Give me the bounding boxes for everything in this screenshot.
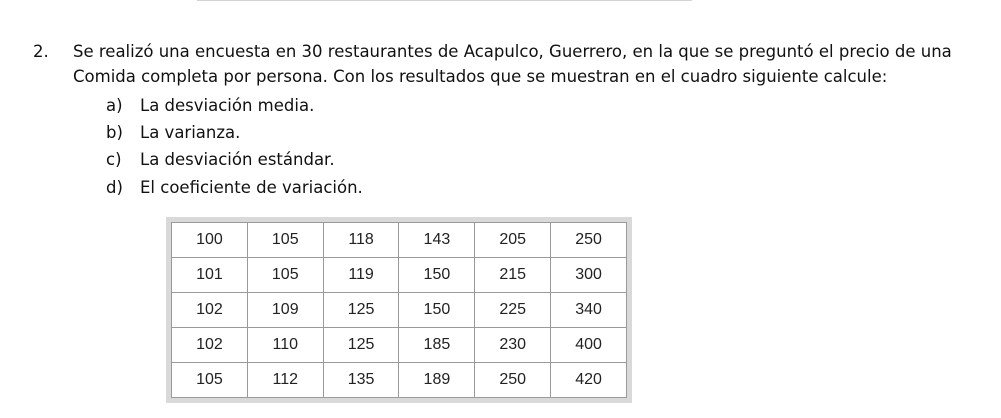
- table-cell: 105: [247, 223, 323, 258]
- table-cell: 101: [172, 258, 248, 293]
- subquestion-text: La desviación media.: [140, 96, 315, 115]
- problem-text-line-2: Comida completa por persona. Con los resultados que se muestran en el cuadro siguiente calcule:: [73, 67, 888, 86]
- table-cell: 125: [323, 328, 399, 363]
- table-cell: 420: [551, 363, 627, 398]
- table-cell: 230: [475, 328, 551, 363]
- table-cell: 100: [172, 223, 248, 258]
- table-cell: 118: [323, 223, 399, 258]
- table-cell: 250: [475, 363, 551, 398]
- table-cell: 125: [323, 293, 399, 328]
- table-cell: 215: [475, 258, 551, 293]
- subquestion-text: El coeficiente de variación.: [140, 177, 363, 197]
- table-cell: 340: [551, 293, 627, 328]
- subquestion-text: La desviación estándar.: [140, 150, 335, 170]
- table-cell: 135: [323, 363, 399, 398]
- table-cell: 300: [551, 258, 627, 293]
- table-cell: 189: [399, 363, 475, 398]
- table-cell: 102: [172, 293, 248, 328]
- problem-line-2: [33, 64, 993, 89]
- subquestion-letter: b): [106, 123, 123, 143]
- table-cell: 105: [247, 258, 323, 293]
- price-table: [171, 222, 627, 398]
- problem-statement: [33, 39, 993, 89]
- table-cell: 205: [475, 223, 551, 258]
- subquestion-letter: a): [106, 96, 123, 115]
- subquestion-letter: c): [106, 150, 122, 170]
- table-cell: 150: [399, 258, 475, 293]
- table-cell: 225: [475, 293, 551, 328]
- problem-text-line-1: Se realizó una encuesta en 30 restaurantes de Acapulco, Guerrero, en la que se preguntó el precio de una: [73, 42, 952, 61]
- table-cell: 110: [247, 328, 323, 363]
- table-cell: 185: [399, 328, 475, 363]
- table-cell: 109: [247, 293, 323, 328]
- table-cell: 105: [172, 363, 248, 398]
- table-row: [172, 223, 627, 258]
- table-cell: 250: [551, 223, 627, 258]
- subquestion-text: La varianza.: [140, 123, 241, 143]
- table-cell: 112: [247, 363, 323, 398]
- price-table-frame: [166, 217, 632, 403]
- top-divider: [197, 0, 692, 1]
- table-cell: 400: [551, 328, 627, 363]
- subquestion-letter: d): [106, 177, 123, 197]
- problem-number: 2.: [33, 42, 49, 61]
- table-row: [172, 258, 627, 293]
- table-row: [172, 363, 627, 398]
- table-row: [172, 293, 627, 328]
- table-cell: 150: [399, 293, 475, 328]
- table-row: [172, 328, 627, 363]
- table-cell: 102: [172, 328, 248, 363]
- table-cell: 143: [399, 223, 475, 258]
- table-cell: 119: [323, 258, 399, 293]
- problem-line-1: [33, 39, 993, 64]
